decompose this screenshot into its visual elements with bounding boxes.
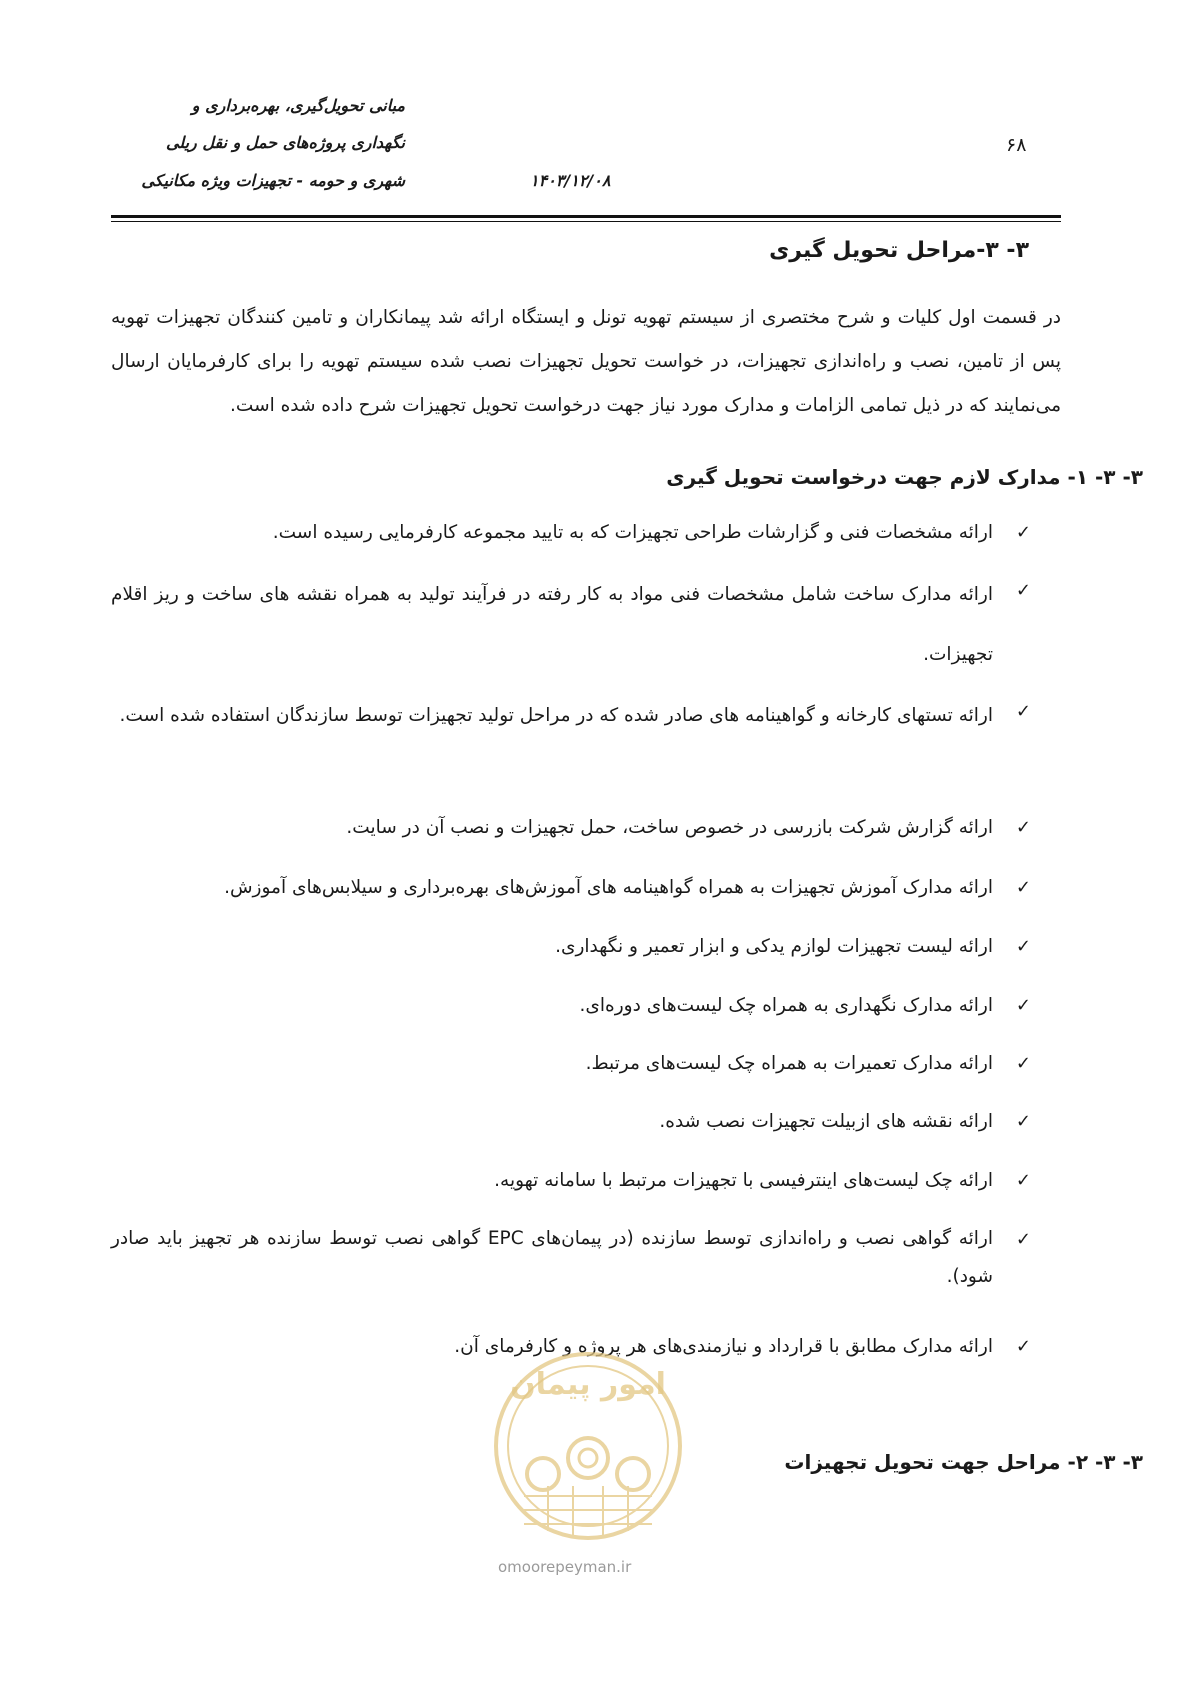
list-item: ارائه مشخصات فنی و گزارشات طراحی تجهیزات که به تایید مجموعه کارفرمایی رسیده است. [272, 522, 993, 543]
list-item: ارائه نقشه های ازبیلت تجهیزات نصب شده. [659, 1111, 993, 1132]
list-item: ارائه گواهی نصب و راه‌اندازی توسط سازنده (در پیمان‌های EPC گواهی نصب توسط سازنده هر تجهیز باید صادر شود). [111, 1228, 993, 1287]
watermark-seal-text: امور پیمان [510, 1367, 666, 1402]
check-icon: ✓ [1015, 936, 1031, 957]
list-item: ارائه چک لیست‌های اینترفیسی با تجهیزات مرتبط با سامانه تهویه. [494, 1170, 993, 1191]
section-heading: ۳- ۳-مراحل تحویل گیری [769, 238, 1029, 263]
list-item: ارائه مدارک ساخت شامل مشخصات فنی مواد به کار رفته در فرآیند تولید به همراه نقشه های ساخت و ریز اقلام تجهیزات. [111, 584, 993, 665]
check-icon: ✓ [1015, 1229, 1031, 1250]
intro-paragraph: در قسمت اول کلیات و شرح مختصری از سیستم تهویه تونل و ایستگاه ارائه شد پیمانکاران و تامین کنندگان تجهیزات تهویه پس از تامین، نصب و راه‌اندازی تجهیزات، در خواست تحویل تجهیزات نصب شده سیستم تهویه را برای کارفرمایان ارسال می‌نمایند که در ذیل تمامی الزامات و مدارک مورد نیاز جهت درخواست تحویل تجهیزات شرح داده شده است. [111, 307, 1061, 416]
check-icon: ✓ [1015, 1053, 1031, 1074]
check-icon: ✓ [1015, 580, 1031, 601]
check-icon: ✓ [1015, 522, 1031, 543]
header-rule-thin [111, 221, 1061, 222]
check-icon: ✓ [1015, 1111, 1031, 1132]
page-number: ۶۸ [1006, 134, 1027, 156]
watermark-seal-icon [488, 1346, 688, 1546]
header-title-line-1: مبانی تحویل‌گیری، بهره‌برداری و [191, 96, 405, 115]
check-icon: ✓ [1015, 1170, 1031, 1191]
check-icon: ✓ [1015, 1336, 1031, 1357]
list-item: ارائه مدارک آموزش تجهیزات به همراه گواهینامه های آموزش‌های بهره‌برداری و سیلابس‌های آموزش. [224, 877, 993, 898]
list-item: ارائه گزارش شرکت بازرسی در خصوص ساخت، حمل تجهیزات و نصب آن در سایت. [346, 817, 993, 838]
watermark-url: omoorepeyman.ir [498, 1558, 632, 1576]
header-title-line-2: نگهداری پروژه‌های حمل و نقل ریلی [165, 133, 405, 152]
check-icon: ✓ [1015, 877, 1031, 898]
header-rule-thick [111, 215, 1061, 218]
subsection-2-heading: ۳- ۳- ۲- مراحل جهت تحویل تجهیزات [784, 1450, 1143, 1474]
header-title-line-3: شهری و حومه - تجهیزات ویژه مکانیکی [141, 171, 405, 190]
subsection-1-heading: ۳- ۳- ۱- مدارک لازم جهت درخواست تحویل گیری [666, 465, 1143, 489]
list-item: ارائه مدارک تعمیرات به همراه چک لیست‌های مرتبط. [585, 1053, 993, 1074]
check-icon: ✓ [1015, 701, 1031, 722]
list-item: ارائه مدارک نگهداری به همراه چک لیست‌های دوره‌ای. [579, 995, 993, 1016]
list-item: ارائه مدارک مطابق با قرارداد و نیازمندی‌های هر پروژه و کارفرمای آن. [454, 1336, 993, 1357]
check-icon: ✓ [1015, 995, 1031, 1016]
list-item: ارائه تستهای کارخانه و گواهینامه های صادر شده که در مراحل تولید تجهیزات توسط سازندگان استفاده شده است. [119, 705, 993, 726]
header-date: ۱۴۰۳/۱۲/۰۸ [530, 171, 611, 190]
check-icon: ✓ [1015, 817, 1031, 838]
list-item: ارائه لیست تجهیزات لوازم یدکی و ابزار تعمیر و نگهداری. [555, 936, 993, 957]
